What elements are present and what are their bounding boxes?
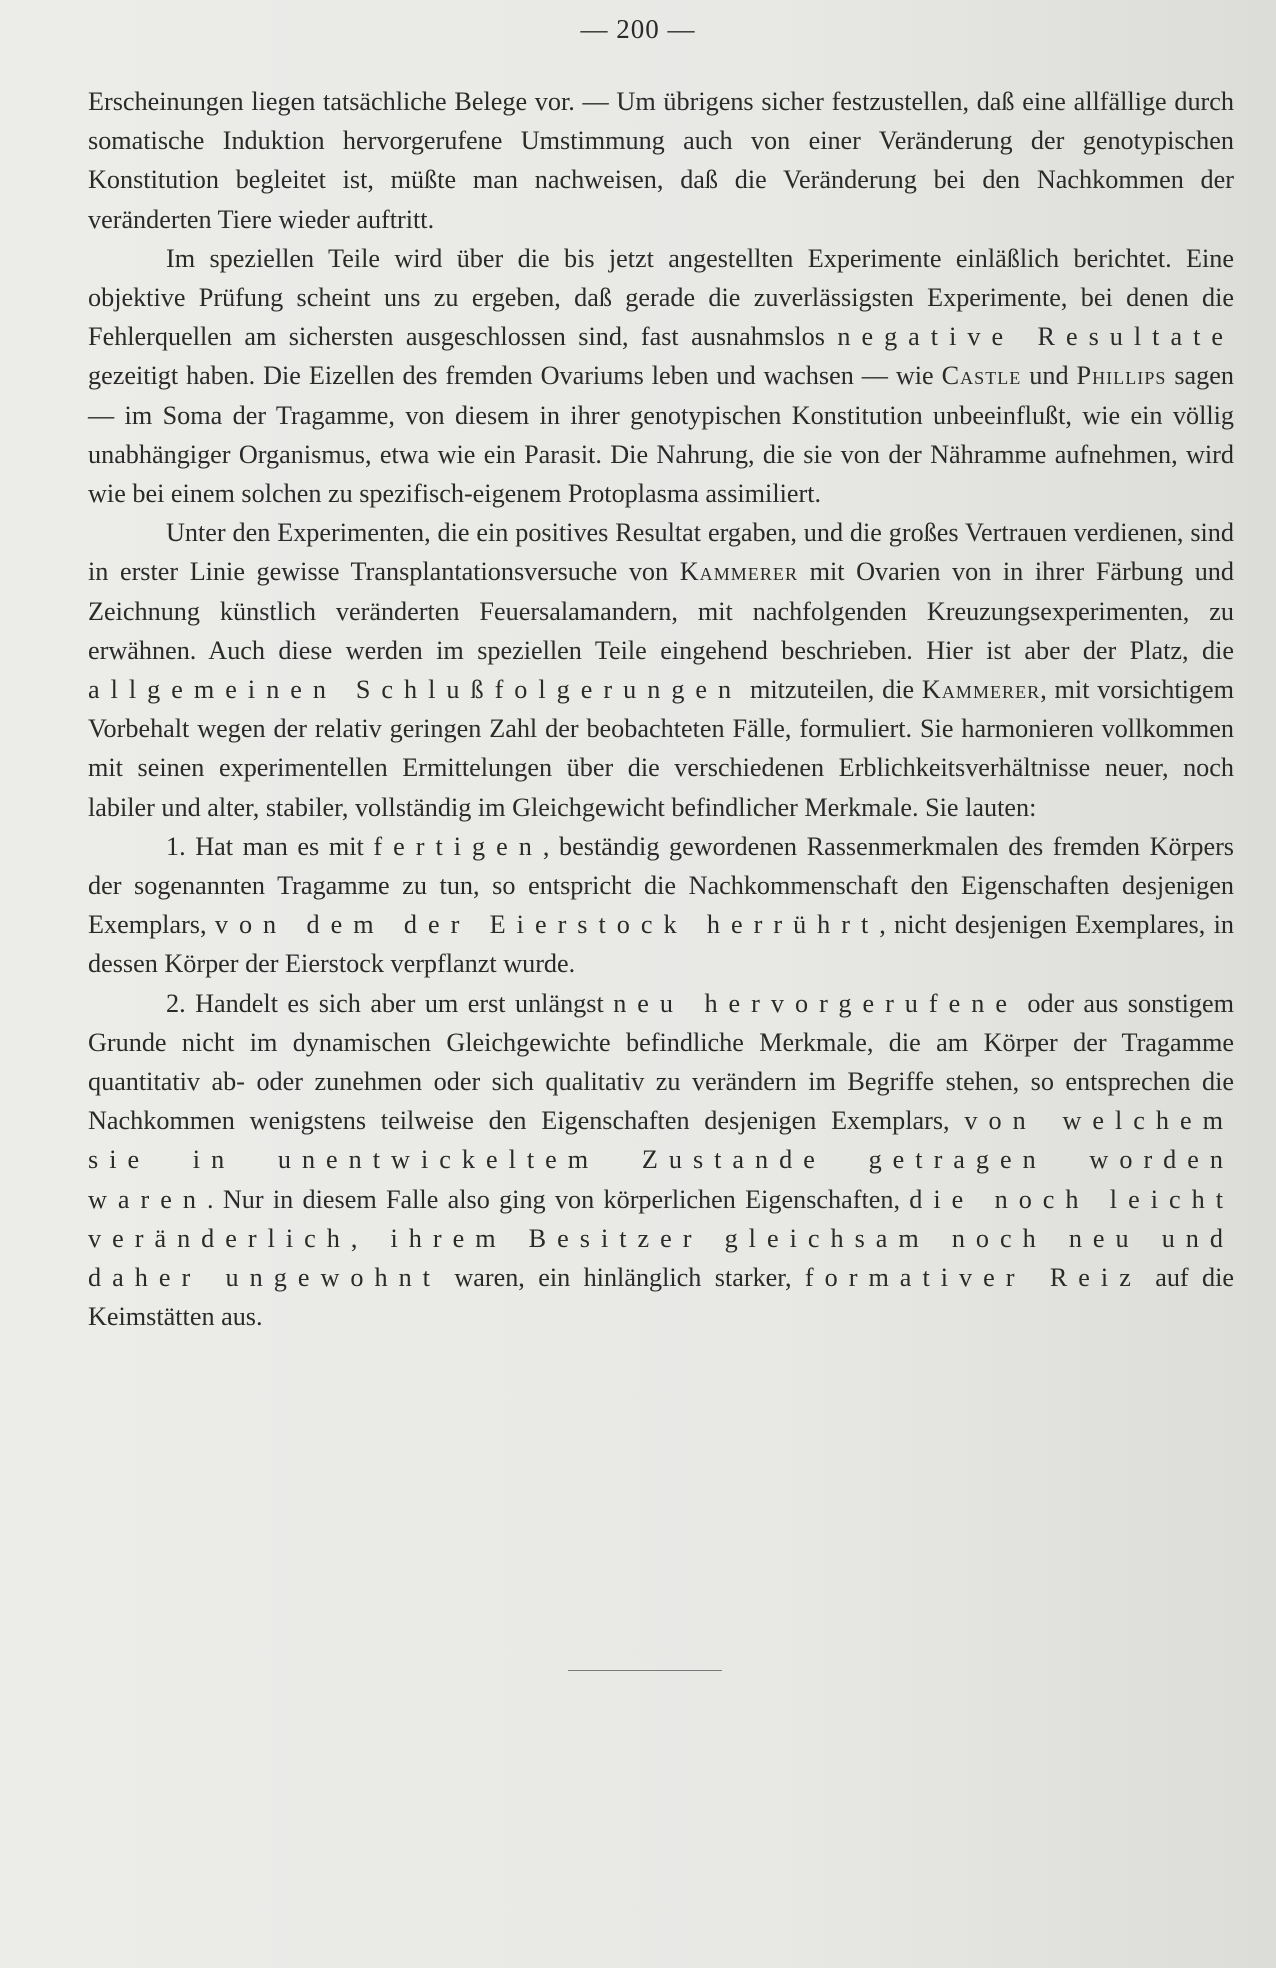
text-run: mitzuteilen, die bbox=[742, 675, 922, 705]
emphasis-spaced: allgemeinen Schlußfolgerungen bbox=[88, 675, 743, 705]
section-end-rule bbox=[568, 1670, 722, 1671]
emphasis-spaced: fertigen bbox=[373, 831, 543, 861]
paragraph-4 bbox=[88, 827, 1234, 984]
text-run: Unter den Experimenten, die ein positives Resultat ergaben, und die großes Vertrauen verdienen, sind in erster Linie gewisse Transplantationsversuche von bbox=[88, 518, 1234, 587]
text-run: , nicht desjenigen Exemplares, in dessen Körper der Eierstock verpflanzt wurde. bbox=[88, 910, 1234, 979]
text-run: gezeitigt haben. Die Eizellen des fremden Ovariums leben und wachsen — wie bbox=[88, 361, 942, 391]
page-number: — 200 — bbox=[580, 14, 696, 44]
text-run: oder aus sonstigem Grunde nicht im dynamischen Gleichgewichte befindliche Merkmale, die am Körper der Tragamme quantitativ ab- oder zunehmen oder sich qualitativ zu verändern im Begriffe stehen, so entsprechen die Nachkommen wenigstens teilweise den Eigenschaften desjenigen Exemplars, bbox=[88, 988, 1234, 1136]
paragraph-1: Erscheinungen liegen tatsächliche Belege vor. — Um übrigens sicher festzustellen, daß eine allfällige durch somatische Induktion hervorgerufene Umstimmung auch von einer Veränderung der genotypischen Konstitution begleitet ist, müßte man nachweisen, daß die Veränderung bei den Nachkommen der veränderten Tiere wieder auftritt. bbox=[88, 87, 1234, 234]
author-name: Kammerer bbox=[921, 675, 1041, 705]
author-name: Phillips bbox=[1076, 361, 1167, 391]
emphasis-spaced: von dem der Eierstock herrührt bbox=[214, 910, 880, 940]
body-text bbox=[88, 82, 1234, 1337]
text-run: mit Ovarien von in ihrer Färbung und Zeichnung künstlich veränderten Feuersalamandern, mit nachfolgenden Kreuzungsexperimenten, zu erwähnen. Auch diese werden im speziellen Teile eingehend beschrieben. Hier ist aber der Platz, die bbox=[88, 557, 1234, 665]
author-name: Castle bbox=[941, 361, 1022, 391]
emphasis-spaced: formativer Reiz bbox=[804, 1263, 1142, 1293]
emphasis-spaced: von welchem sie in unentwickeltem Zustande getragen worden waren bbox=[88, 1106, 1234, 1214]
paragraph-3 bbox=[88, 513, 1234, 827]
text-run: , beständig gewordenen Rassenmerkmalen des fremden Körpers der sogenannten Tragamme zu tun, so entspricht die Nachkommenschaft den Eigenschaften desjenigen Exemplars, bbox=[88, 831, 1234, 940]
emphasis-spaced: neu hervorgerufene bbox=[613, 988, 1018, 1018]
paragraph-5 bbox=[88, 984, 1234, 1337]
emphasis-spaced: die noch leicht veränderlich, ihrem Besitzer gleichsam noch neu und daher ungewohnt bbox=[88, 1184, 1234, 1293]
text-run: 2. Handelt es sich aber um erst unlängst bbox=[166, 988, 614, 1018]
text-run: auf die Keimstätten aus. bbox=[88, 1263, 1234, 1332]
text-run: Im speziellen Teile wird über die bis jetzt angestellten Experimente einläßlich berichtet. Eine objektive Prüfung scheint uns zu ergeben, daß gerade die zuverlässigsten Experimente, bei denen die Fehlerquellen am sichersten ausgeschlossen sind, fast ausnahmslos bbox=[88, 243, 1234, 352]
text-run: , mit vorsichtigem Vorbehalt wegen der relativ geringen Zahl der beobachteten Fälle, formuliert. Sie harmonieren vollkommen mit seinen experimentellen Ermittelungen über die verschiedenen Erblichkeitsverhältnisse neuer, noch labiler und alter, stabiler, vollständig im Gleichgewicht befindlicher Merkmale. Sie lauten: bbox=[88, 675, 1234, 822]
text-run: und bbox=[1021, 361, 1077, 391]
text-run: sagen — im Soma der Tragamme, von diesem in ihrer genotypischen Konstitution unbeeinflußt, wie ein völlig unabhängiger Organismus, etwa wie ein Parasit. Die Nahrung, die sie von der Nähramme aufnehmen, wird wie bei einem solchen zu spezifisch-eigenem Protoplasma assimiliert. bbox=[88, 361, 1234, 509]
emphasis-spaced: negative Resultate bbox=[837, 322, 1234, 352]
paragraph-2 bbox=[88, 239, 1234, 513]
text-run: . Nur in diesem Falle also ging von körperlichen Eigenschaften, bbox=[207, 1184, 910, 1214]
author-name: Kammerer bbox=[679, 557, 798, 587]
text-run: 1. Hat man es mit bbox=[166, 831, 374, 861]
text-run: waren, ein hinlänglich starker, bbox=[440, 1263, 805, 1293]
